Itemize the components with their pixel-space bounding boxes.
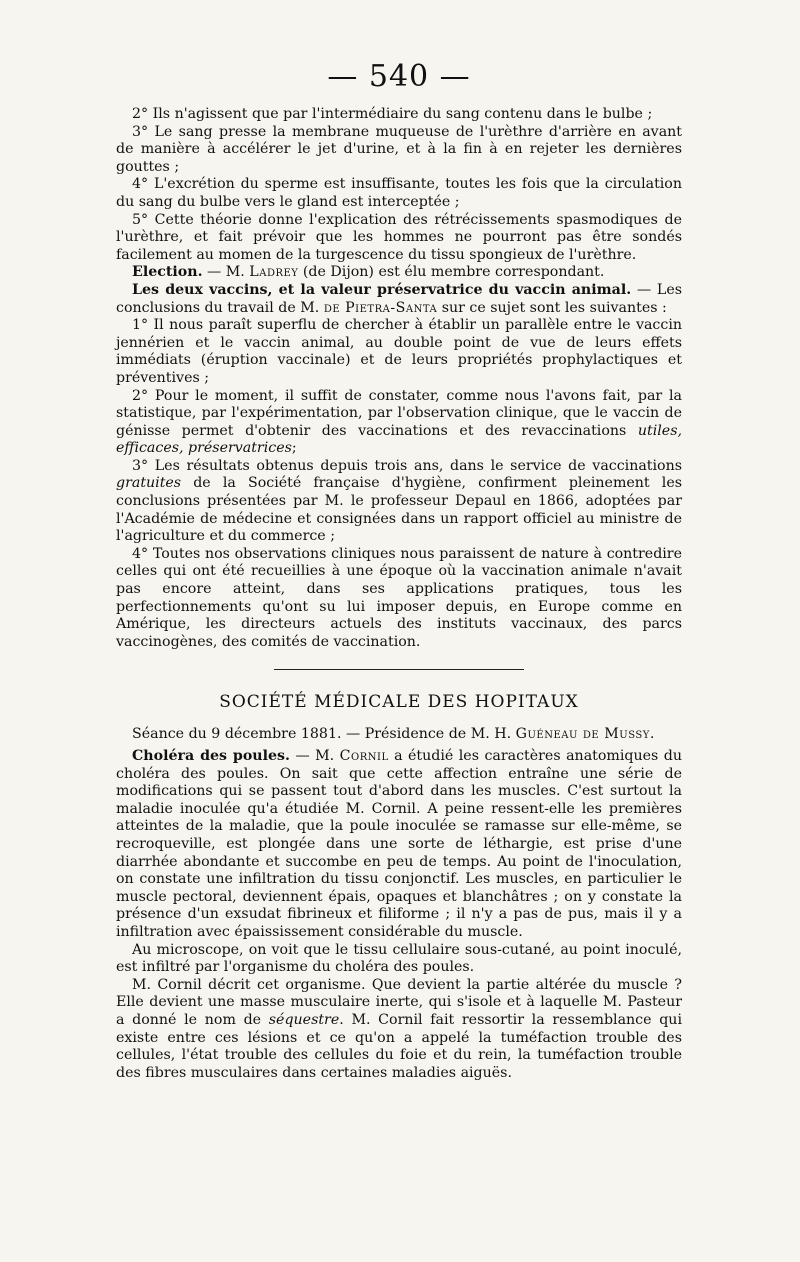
cholera-name: Cornil: [339, 748, 389, 764]
vaccins-point-2-text: 2° Pour le moment, il suffit de constater, comme nous l'avons fait, par la statistique, par l'expérimentation, par l'observation clinique, que le vaccin de génisse permet d'obtenir des vaccinations et des revaccinations: [116, 387, 682, 439]
item-2: 2° Ils n'agissent que par l'intermédiaire du sang contenu dans le bulbe ;: [132, 106, 653, 122]
cholera-paragraph: [116, 748, 682, 942]
item-5: 5° Cette théorie donne l'explication des rétrécissements spasmodiques de l'urèthre, et fait prévoir que les hommes ne pourront pas être sondés facilement au momen de la turgescence du tissu spongieux de l'urèthre.: [116, 211, 682, 263]
vaccins-point-1: 1° Il nous paraît superflu de chercher à établir un parallèle entre le vaccin jennérien et le vaccin animal, au double point de vue de leurs effets immédiats (éruption vaccinale) et de leurs propriétés prophylactiques et préventives ;: [116, 317, 682, 386]
cholera-organisme-c: . M. Cornil fait ressortir la ressemblance qui existe entre ces lésions et ce qu'on a appelé la tuméfaction trouble des cellules, l'état trouble des cellules du foie et du rein, la tuméfaction trouble des fibres musculaires dans certaines maladies aiguës.: [116, 1011, 682, 1081]
seance-text: Séance du 9 décembre 1881. — Présidence de M. H.: [132, 726, 516, 743]
page-number: — 540 —: [327, 59, 471, 94]
vaccins-heading: Les deux vaccins, et la valeur préservatrice du vaccin animal.: [132, 281, 632, 298]
cholera-heading: Choléra des poules.: [132, 748, 290, 764]
vaccins-intro: [116, 282, 682, 317]
cholera-organisme: [116, 977, 682, 1083]
seance-president: Guéneau de Mussy: [515, 726, 650, 743]
election-heading: Election.: [132, 264, 203, 281]
cholera-dash: — M.: [289, 748, 340, 764]
section-separator: [274, 669, 524, 670]
vaccins-intro-b: sur ce sujet sont les suivantes :: [437, 299, 667, 316]
vaccins-point-2: [116, 388, 682, 458]
vaccins-point-3-italic: gratuites: [116, 475, 182, 492]
item-4: 4° L'excrétion du sperme est insuffisante, toutes les fois que la circulation du sang du bulbe vers le gland est interceptée ;: [116, 176, 682, 210]
seance-line: [116, 726, 682, 744]
vaccins-point-3-a: 3° Les résultats obtenus depuis trois ans, dans le service de vaccinations: [132, 457, 682, 474]
election-dash: — M.: [202, 264, 250, 281]
election-paragraph: [116, 264, 682, 282]
cholera-sequestre: séquestre: [268, 1011, 340, 1028]
vaccins-point-4: 4° Toutes nos observations cliniques nous paraissent de nature à contredire celles qui ont été recueillies à une époque où la vaccination animale n'avait pas encore atteint, dans ses applications pratiques, tous les perfectionnements qu'ont su lui imposer depuis, en Europe comme en Amérique, les directeurs actuels des instituts vaccinaux, des parcs vaccinogènes, des comités de vaccination.: [116, 545, 682, 650]
vaccins-point-2-end: ;: [291, 440, 297, 457]
vaccins-point-3: [116, 458, 682, 546]
cholera-organisme-a: M. Cornil décrit cet organisme. Que devient la partie altérée du muscle ? Elle devient une masse musculaire inerte, qui s'isole et à laquelle M. Pasteur a donné le nom de: [116, 976, 682, 1028]
vaccins-author: de Pietra-Santa: [323, 299, 438, 316]
cholera-microscope: Au microscope, on voit que le tissu cellulaire sous-cutané, au point inoculé, est infiltré par l'organisme du choléra des poules.: [116, 941, 682, 976]
election-text: (de Dijon) est élu membre correspondant.: [298, 264, 605, 281]
seance-end: .: [649, 726, 655, 743]
vaccins-intro-a: — Les conclusions du travail de M.: [116, 281, 682, 316]
cholera-text: a étudié les caractères anatomiques du choléra des poules. On sait que cette affection entraîne une série de modifications qui se passent tout d'abord dans les muscles. C'est surtout la maladie inoculée qu'a étudiée M. Cornil. A peine ressent-elle les premières atteintes de la maladie, que la poule inoculée se ramasse sur elle-même, se recroqueville, est plongée dans une sorte de léthargie, est prise d'une diarrhée abondante et succombe en peu de temps. Au point de l'inoculation, on constate une infiltration du tissu conjonctif. Les muscles, en particulier le muscle pectoral, deviennent épais, opaques et blanchâtres ; on y constate la présence d'un exsudat fibrineux et filiforme ; il n'y a pas de pus, mais il y a infiltration avec épaississement considérable du muscle.: [116, 748, 682, 940]
item-3: 3° Le sang presse la membrane muqueuse de l'urèthre d'arrière en avant de manière à accélérer le jet d'urine, et à la fin à en rejeter les dernières gouttes ;: [116, 123, 682, 175]
vaccins-point-3-c: de la Société française d'hygiène, confirment pleinement les conclusions présentées par M. le professeur Depaul en 1866, adoptées par l'Académie de médecine et consignées dans un rapport officiel au ministre de l'agriculture et du commerce ;: [116, 475, 682, 545]
societe-title: SOCIÉTÉ MÉDICALE DES HOPITAUX: [219, 692, 579, 713]
election-name: Ladrey: [249, 264, 299, 281]
vaccins-point-2-italic: utiles, efficaces, préservatrices: [116, 422, 682, 457]
